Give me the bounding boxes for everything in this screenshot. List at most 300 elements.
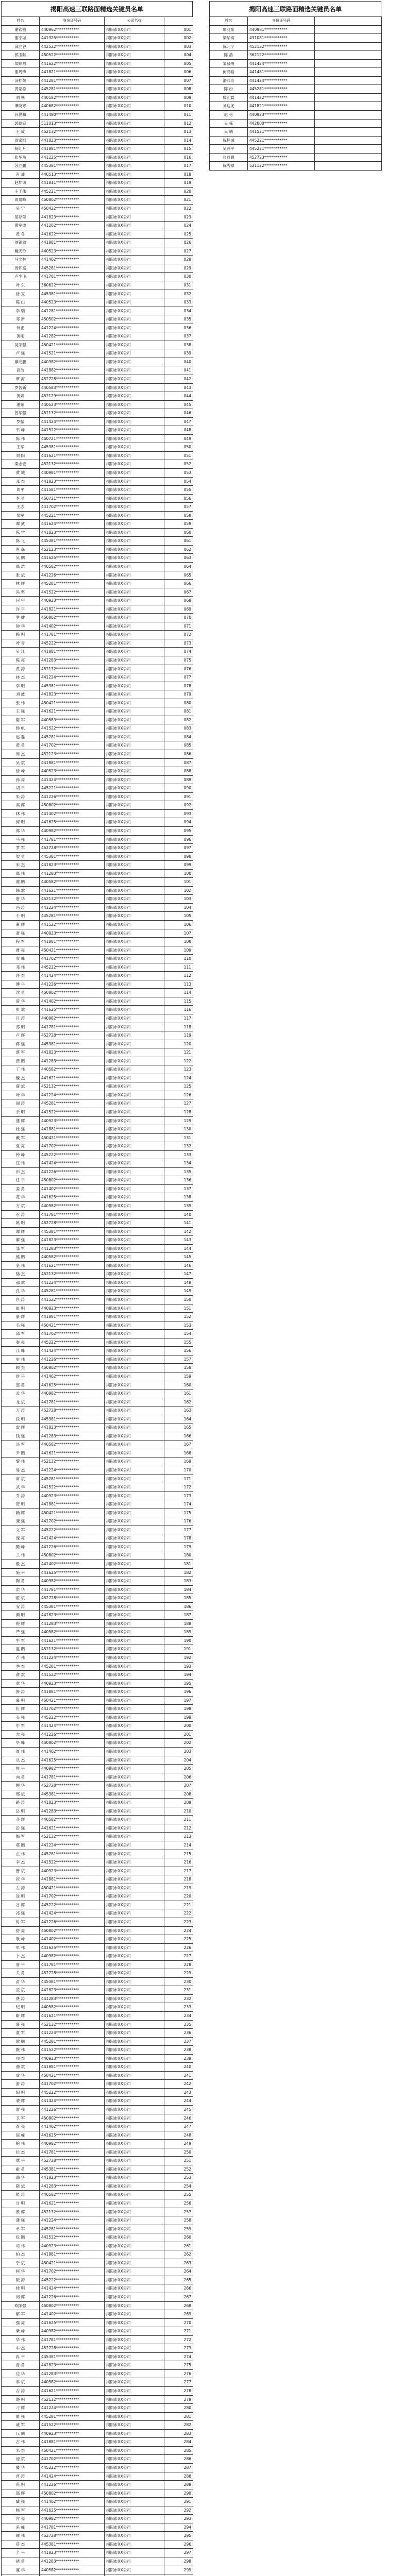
cell-company: 揭阳市XX公司 xyxy=(105,1065,164,1074)
cell-company: 揭阳市XX公司 xyxy=(105,1952,164,1961)
cell-name: 潘沛奇 xyxy=(210,76,248,85)
cell-company: 揭阳市XX公司 xyxy=(105,2566,164,2574)
cell-company xyxy=(315,25,382,34)
cell-company: 揭阳市XX公司 xyxy=(105,2284,164,2293)
table-row xyxy=(2,1500,193,1509)
cell-name: 姜 勇 xyxy=(2,1184,40,1193)
table-row xyxy=(2,869,193,878)
cell-company: 揭阳市XX公司 xyxy=(105,631,164,639)
table-row xyxy=(2,844,193,853)
cell-id-number: 440982************ xyxy=(40,826,105,835)
cell-id-number: 441224************ xyxy=(40,2029,105,2038)
cell-id-number: 445222************ xyxy=(40,1713,105,1722)
table-row xyxy=(2,341,193,349)
cell-serial: 257 xyxy=(164,2208,193,2216)
cell-id-number: 445381************ xyxy=(40,682,105,690)
cell-name: 刘锦敏 xyxy=(2,239,40,247)
cell-name: 祁 强 xyxy=(2,1909,40,1918)
cell-name: 梅 军 xyxy=(2,1833,40,1841)
table-row xyxy=(2,938,193,946)
cell-company: 揭阳市XX公司 xyxy=(105,1210,164,1219)
cell-name: 柯 华 xyxy=(2,2267,40,2276)
cell-serial: 035 xyxy=(164,315,193,324)
cell-serial: 174 xyxy=(164,1500,193,1509)
cell-company: 揭阳市XX公司 xyxy=(105,980,164,989)
cell-company: 揭阳市XX公司 xyxy=(105,2174,164,2182)
cell-serial: 144 xyxy=(164,1244,193,1253)
cell-id-number: 441702************ xyxy=(40,2455,105,2464)
cell-id-number: 440923************ xyxy=(40,929,105,938)
cell-id-number: 440982************ xyxy=(40,1765,105,1773)
cell-id-number: 452132************ xyxy=(40,1833,105,1841)
table-row xyxy=(2,775,193,784)
cell-company: 揭阳市XX公司 xyxy=(105,1296,164,1304)
cell-company: 揭阳市XX公司 xyxy=(105,852,164,861)
cell-name: 武 华 xyxy=(2,1483,40,1492)
table-row xyxy=(2,895,193,904)
cell-id-number: 441621************ xyxy=(40,886,105,895)
cell-id-number: 440982************ xyxy=(40,1202,105,1211)
cell-serial: 223 xyxy=(164,1918,193,1926)
table-row xyxy=(2,2387,193,2396)
cell-company: 揭阳市XX公司 xyxy=(105,494,164,503)
cell-company: 揭阳市XX公司 xyxy=(105,102,164,111)
cell-name: 肖 沛 xyxy=(2,170,40,179)
cell-company: 揭阳市XX公司 xyxy=(105,1585,164,1594)
cell-company: 揭阳市XX公司 xyxy=(105,1347,164,1355)
table-row xyxy=(2,1287,193,1296)
cell-id-number: 441823************ xyxy=(40,477,105,486)
table-row xyxy=(2,145,193,154)
cell-id-number: 445381************ xyxy=(40,852,105,861)
cell-company: 揭阳市XX公司 xyxy=(105,580,164,588)
cell-company: 揭阳市XX公司 xyxy=(105,145,164,154)
cell-serial: 158 xyxy=(164,1364,193,1372)
cell-serial: 281 xyxy=(164,2412,193,2421)
cell-name: 时 军 xyxy=(2,1918,40,1926)
table-row xyxy=(2,162,193,171)
cell-serial: 296 xyxy=(164,2540,193,2549)
table-row xyxy=(2,1125,193,1134)
cell-name: 覃 平 xyxy=(2,2157,40,2165)
cell-name: 蔡 军 xyxy=(2,1048,40,1057)
cell-company: 揭阳市XX公司 xyxy=(105,1167,164,1176)
cell-serial: 146 xyxy=(164,1261,193,1270)
cell-name: 向 勇 xyxy=(2,1773,40,1782)
cell-id-number: 441881************ xyxy=(40,239,105,247)
cell-id-number: 441823************ xyxy=(40,2174,105,2182)
cell-name: 黄斌 xyxy=(2,392,40,401)
cell-company: 揭阳市XX公司 xyxy=(105,2472,164,2481)
cell-name: 覃 海 xyxy=(2,375,40,383)
cell-company: 揭阳市XX公司 xyxy=(105,1057,164,1065)
cell-name: 司 伟 xyxy=(2,2242,40,2250)
cell-serial: 287 xyxy=(164,2463,193,2472)
cell-id-number: 441224************ xyxy=(40,1091,105,1099)
cell-name: 杨红月 xyxy=(2,145,40,154)
cell-name: 包 鹏 xyxy=(2,2233,40,2242)
cell-company: 揭阳市XX公司 xyxy=(105,1500,164,1509)
cell-serial: 080 xyxy=(164,699,193,707)
table-row xyxy=(2,1466,193,1475)
table-row xyxy=(2,25,193,34)
cell-serial: 215 xyxy=(164,1850,193,1858)
table-row xyxy=(2,187,193,196)
cell-name: 景 辉 xyxy=(2,2208,40,2216)
cell-id-number: 441881************ xyxy=(40,2250,105,2259)
cell-name: 梁华海 xyxy=(210,34,248,43)
cell-company: 揭阳市XX公司 xyxy=(105,2532,164,2540)
cell-id-number: 441823************ xyxy=(40,2361,105,2370)
cell-name: 邵 勇 xyxy=(2,1381,40,1389)
cell-company: 揭阳市XX公司 xyxy=(105,375,164,383)
cell-name: 钟 峰 xyxy=(2,1150,40,1159)
cell-id-number: 441621************ xyxy=(40,2199,105,2208)
cell-name: 谭晓寒 xyxy=(2,102,40,111)
cell-company: 揭阳市XX公司 xyxy=(105,1432,164,1440)
cell-id-number: 440981************ xyxy=(248,25,315,34)
table-row xyxy=(2,2182,193,2191)
cell-id-number: 441424************ xyxy=(40,2284,105,2293)
cell-company: 揭阳市XX公司 xyxy=(105,1466,164,1475)
table-row xyxy=(2,2054,193,2063)
cell-company: 揭阳市XX公司 xyxy=(105,1116,164,1125)
cell-company: 揭阳市XX公司 xyxy=(105,1662,164,1671)
cell-company xyxy=(315,119,382,128)
cell-company: 揭阳市XX公司 xyxy=(105,1449,164,1458)
cell-serial: 169 xyxy=(164,1458,193,1466)
cell-serial: 159 xyxy=(164,1372,193,1381)
cell-company xyxy=(315,128,382,137)
cell-id-number: 441881************ xyxy=(40,1313,105,1321)
table-row xyxy=(2,2455,193,2464)
cell-serial: 211 xyxy=(164,1816,193,1824)
cell-company: 揭阳市XX公司 xyxy=(105,460,164,469)
cell-serial: 028 xyxy=(164,256,193,264)
cell-name: 侯 平 xyxy=(2,1372,40,1381)
cell-company: 揭阳市XX公司 xyxy=(105,2250,164,2259)
cell-company: 揭阳市XX公司 xyxy=(105,1986,164,1995)
table-row xyxy=(2,1730,193,1739)
cell-name: 牟 伟 xyxy=(2,1943,40,1952)
cell-id-number: 441881************ xyxy=(40,2438,105,2447)
cell-company: 揭阳市XX公司 xyxy=(105,716,164,724)
cell-id-number: 441402************ xyxy=(40,1372,105,1381)
cell-id-number: 445381************ xyxy=(40,1227,105,1236)
table-row xyxy=(2,1517,193,1526)
table-row xyxy=(2,222,193,230)
cell-serial: 199 xyxy=(164,1713,193,1722)
cell-name: 殷 杰 xyxy=(2,1560,40,1568)
cell-name: 王军 xyxy=(2,443,40,452)
cell-serial: 137 xyxy=(164,1184,193,1193)
table-row xyxy=(2,1048,193,1057)
cell-company: 揭阳市XX公司 xyxy=(105,1236,164,1245)
cell-company: 揭阳市XX公司 xyxy=(105,1534,164,1543)
cell-name: 周平 xyxy=(2,486,40,495)
cell-name: 丛 杰 xyxy=(2,1756,40,1765)
cell-company: 揭阳市XX公司 xyxy=(105,51,164,60)
cell-name: 吕 涛 xyxy=(2,1014,40,1023)
cell-company xyxy=(315,93,382,102)
cell-name: 岳 明 xyxy=(2,1807,40,1816)
cell-company: 揭阳市XX公司 xyxy=(105,2421,164,2430)
cell-id-number: 445221************ xyxy=(248,136,315,145)
cell-company: 揭阳市XX公司 xyxy=(105,520,164,529)
cell-serial: 178 xyxy=(164,1534,193,1543)
cell-company: 揭阳市XX公司 xyxy=(105,1381,164,1389)
cell-id-number: 441402************ xyxy=(40,256,105,264)
cell-name: 聂 伟 xyxy=(2,1748,40,1756)
cell-serial: 260 xyxy=(164,2233,193,2242)
cell-company: 揭阳市XX公司 xyxy=(105,1193,164,1202)
cell-serial: 126 xyxy=(164,1091,193,1099)
cell-company: 揭阳市XX公司 xyxy=(105,2003,164,2012)
table-row xyxy=(210,85,382,94)
cell-name: 费 涛 xyxy=(2,1994,40,2003)
table-row xyxy=(2,2199,193,2208)
table-row xyxy=(2,2250,193,2259)
table-row xyxy=(2,417,193,426)
table-row xyxy=(2,1526,193,1534)
cell-serial: 181 xyxy=(164,1560,193,1568)
cell-name: 齐 辉 xyxy=(2,1816,40,1824)
cell-name: 吴荣强 xyxy=(2,341,40,349)
cell-name: 贺 明 xyxy=(2,1500,40,1509)
table-row xyxy=(2,2566,193,2574)
cell-company: 揭阳市XX公司 xyxy=(105,2097,164,2106)
cell-name: 王志 xyxy=(2,503,40,512)
table-row xyxy=(2,2208,193,2216)
cell-company: 揭阳市XX公司 xyxy=(105,1219,164,1228)
cell-name: 史 伟 xyxy=(2,1355,40,1364)
left-header-name: 姓名 xyxy=(2,17,40,26)
cell-name: 林 伟 xyxy=(2,809,40,818)
cell-id-number: 440962************ xyxy=(40,25,105,34)
cell-serial: 107 xyxy=(164,929,193,938)
table-row xyxy=(2,1184,193,1193)
cell-serial: 151 xyxy=(164,1304,193,1313)
cell-name: 陈 浩 xyxy=(210,51,248,60)
cell-id-number: 441702************ xyxy=(40,955,105,963)
cell-id-number: 441283************ xyxy=(40,1057,105,1065)
cell-id-number: 441224************ xyxy=(40,1654,105,1663)
table-row xyxy=(2,1986,193,1995)
cell-serial: 243 xyxy=(164,2088,193,2097)
cell-name: 汪 伟 xyxy=(2,1159,40,1168)
cell-name: 詹 平 xyxy=(2,1960,40,1969)
cell-name: 靳 辉 xyxy=(2,2011,40,2020)
cell-company: 揭阳市XX公司 xyxy=(105,1509,164,1517)
cell-serial: 057 xyxy=(164,503,193,512)
cell-company: 揭阳市XX公司 xyxy=(105,2515,164,2523)
cell-name: 潘东 xyxy=(2,400,40,409)
cell-serial: 267 xyxy=(164,2293,193,2302)
table-row xyxy=(2,2412,193,2421)
cell-serial: 115 xyxy=(164,997,193,1006)
cell-company: 揭阳市XX公司 xyxy=(105,2378,164,2387)
cell-name: 苟 杰 xyxy=(2,2540,40,2549)
cell-name: 高浩 xyxy=(2,366,40,375)
cell-company: 揭阳市XX公司 xyxy=(105,451,164,460)
table-row xyxy=(2,1952,193,1961)
cell-company xyxy=(315,153,382,162)
table-row xyxy=(2,290,193,298)
table-row xyxy=(2,2003,193,2012)
cell-name: 袁 峰 xyxy=(2,955,40,963)
cell-company: 揭阳市XX公司 xyxy=(105,878,164,887)
cell-company: 揭阳市XX公司 xyxy=(105,2165,164,2174)
cell-id-number: 441823************ xyxy=(40,213,105,222)
cell-name: 冯 坚 xyxy=(2,588,40,597)
cell-id-number: 441283************ xyxy=(40,1807,105,1816)
cell-id-number: 441424************ xyxy=(40,972,105,980)
cell-serial: 263 xyxy=(164,2259,193,2267)
cell-serial: 298 xyxy=(164,2557,193,2566)
cell-name: 崔 明 xyxy=(2,1304,40,1313)
table-row xyxy=(2,1628,193,1637)
cell-serial: 054 xyxy=(164,477,193,486)
cell-company xyxy=(315,145,382,154)
table-row xyxy=(2,34,193,43)
cell-company: 揭阳市XX公司 xyxy=(105,187,164,196)
cell-serial: 053 xyxy=(164,468,193,477)
cell-serial: 045 xyxy=(164,400,193,409)
table-row xyxy=(2,2174,193,2182)
table-row xyxy=(210,68,382,77)
cell-company: 揭阳市XX公司 xyxy=(105,1645,164,1654)
cell-id-number: 450802************ xyxy=(40,1364,105,1372)
cell-company: 揭阳市XX公司 xyxy=(105,2438,164,2447)
cell-name: 苏 明 xyxy=(2,1023,40,1031)
cell-company: 揭阳市XX公司 xyxy=(105,2344,164,2353)
cell-name: 冉 平 xyxy=(2,2352,40,2361)
cell-serial: 142 xyxy=(164,1227,193,1236)
cell-company: 揭阳市XX公司 xyxy=(105,434,164,443)
cell-name: 李 瑞 xyxy=(2,307,40,315)
cell-id-number: 445281************ xyxy=(40,85,105,94)
cell-name: 申 军 xyxy=(2,1722,40,1731)
cell-name: 苑 明 xyxy=(2,2481,40,2489)
cell-company: 揭阳市XX公司 xyxy=(105,358,164,366)
cell-id-number: 440923************ xyxy=(40,597,105,605)
cell-serial: 272 xyxy=(164,2335,193,2344)
table-row xyxy=(2,256,193,264)
table-row xyxy=(2,801,193,810)
cell-id-number: 441622************ xyxy=(40,230,105,239)
cell-serial: 066 xyxy=(164,580,193,588)
cell-company: 揭阳市XX公司 xyxy=(105,307,164,315)
cell-company: 揭阳市XX公司 xyxy=(105,1901,164,1909)
cell-name: 陈 飞 xyxy=(2,537,40,546)
table-row xyxy=(2,750,193,759)
cell-name: 邓 新 xyxy=(2,315,40,324)
table-row xyxy=(2,2540,193,2549)
table-row xyxy=(2,2489,193,2498)
cell-serial: 038 xyxy=(164,341,193,349)
cell-name: 郝 斌 xyxy=(2,1278,40,1287)
table-row xyxy=(2,1031,193,1040)
cell-id-number: 445221************ xyxy=(248,145,315,154)
cell-serial: 175 xyxy=(164,1509,193,1517)
cell-name: 梁军 xyxy=(2,511,40,520)
table-row xyxy=(2,205,193,213)
cell-serial: 094 xyxy=(164,818,193,827)
cell-serial: 138 xyxy=(164,1193,193,1202)
right-roster-body xyxy=(210,25,382,170)
cell-id-number: 441781************ xyxy=(40,1773,105,1782)
cell-id-number: 445281************ xyxy=(40,2225,105,2233)
table-row xyxy=(2,2352,193,2361)
cell-serial: 022 xyxy=(164,205,193,213)
table-row xyxy=(2,2361,193,2370)
cell-company: 揭阳市XX公司 xyxy=(105,1713,164,1722)
cell-company: 揭阳市XX公司 xyxy=(105,1184,164,1193)
cell-id-number: 440982************ xyxy=(40,2140,105,2148)
table-row xyxy=(2,1636,193,1645)
cell-name: 秦 亮 xyxy=(2,1338,40,1347)
table-row xyxy=(2,1935,193,1944)
cell-serial: 095 xyxy=(164,826,193,835)
cell-name: 丁 伟 xyxy=(2,1065,40,1074)
table-row xyxy=(2,1355,193,1364)
cell-name: 易 杰 xyxy=(2,1466,40,1475)
cell-id-number: 441424************ xyxy=(40,1159,105,1168)
cell-company: 揭阳市XX公司 xyxy=(105,2523,164,2532)
cell-id-number: 441581************ xyxy=(40,486,105,495)
cell-serial: 209 xyxy=(164,1799,193,1807)
cell-company: 揭阳市XX公司 xyxy=(105,1935,164,1944)
cell-id-number: 452728************ xyxy=(40,1219,105,1228)
cell-serial: 070 xyxy=(164,614,193,622)
cell-name: 王 成 xyxy=(2,128,40,137)
cell-company: 揭阳市XX公司 xyxy=(105,315,164,324)
table-row xyxy=(2,2335,193,2344)
table-row xyxy=(2,434,193,443)
cell-serial: 172 xyxy=(164,1483,193,1492)
cell-name: 龙 斌 xyxy=(2,1398,40,1406)
cell-id-number: 441702************ xyxy=(40,1705,105,1714)
cell-company: 揭阳市XX公司 xyxy=(105,1338,164,1347)
cell-company: 揭阳市XX公司 xyxy=(105,468,164,477)
cell-id-number: 440523************ xyxy=(40,247,105,256)
table-row xyxy=(2,1372,193,1381)
cell-company: 揭阳市XX公司 xyxy=(105,844,164,853)
cell-serial: 195 xyxy=(164,1679,193,1688)
cell-serial: 125 xyxy=(164,1082,193,1091)
cell-serial: 297 xyxy=(164,2549,193,2557)
cell-id-number: 440923************ xyxy=(248,111,315,120)
cell-serial: 136 xyxy=(164,1176,193,1185)
cell-name: 甄 伟 xyxy=(2,2046,40,2055)
cell-company: 揭阳市XX公司 xyxy=(105,1602,164,1611)
cell-serial: 106 xyxy=(164,920,193,929)
cell-name: 刘达尧 xyxy=(210,102,248,111)
cell-id-number: 441702************ xyxy=(40,1892,105,1901)
cell-id-number: 441226************ xyxy=(40,1918,105,1926)
cell-name: 宋 杰 xyxy=(2,861,40,870)
cell-id-number: 441402************ xyxy=(40,1560,105,1568)
cell-name: 辜 斌 xyxy=(2,2378,40,2387)
cell-id-number: 440582************ xyxy=(40,1816,105,1824)
cell-id-number: 441481************ xyxy=(248,68,315,77)
cell-id-number: 441522************ xyxy=(40,1858,105,1867)
table-row xyxy=(2,324,193,332)
cell-name: 胡 平 xyxy=(2,784,40,793)
cell-company: 揭阳市XX公司 xyxy=(105,273,164,281)
cell-serial: 011 xyxy=(164,111,193,120)
cell-company: 揭阳市XX公司 xyxy=(105,1517,164,1526)
